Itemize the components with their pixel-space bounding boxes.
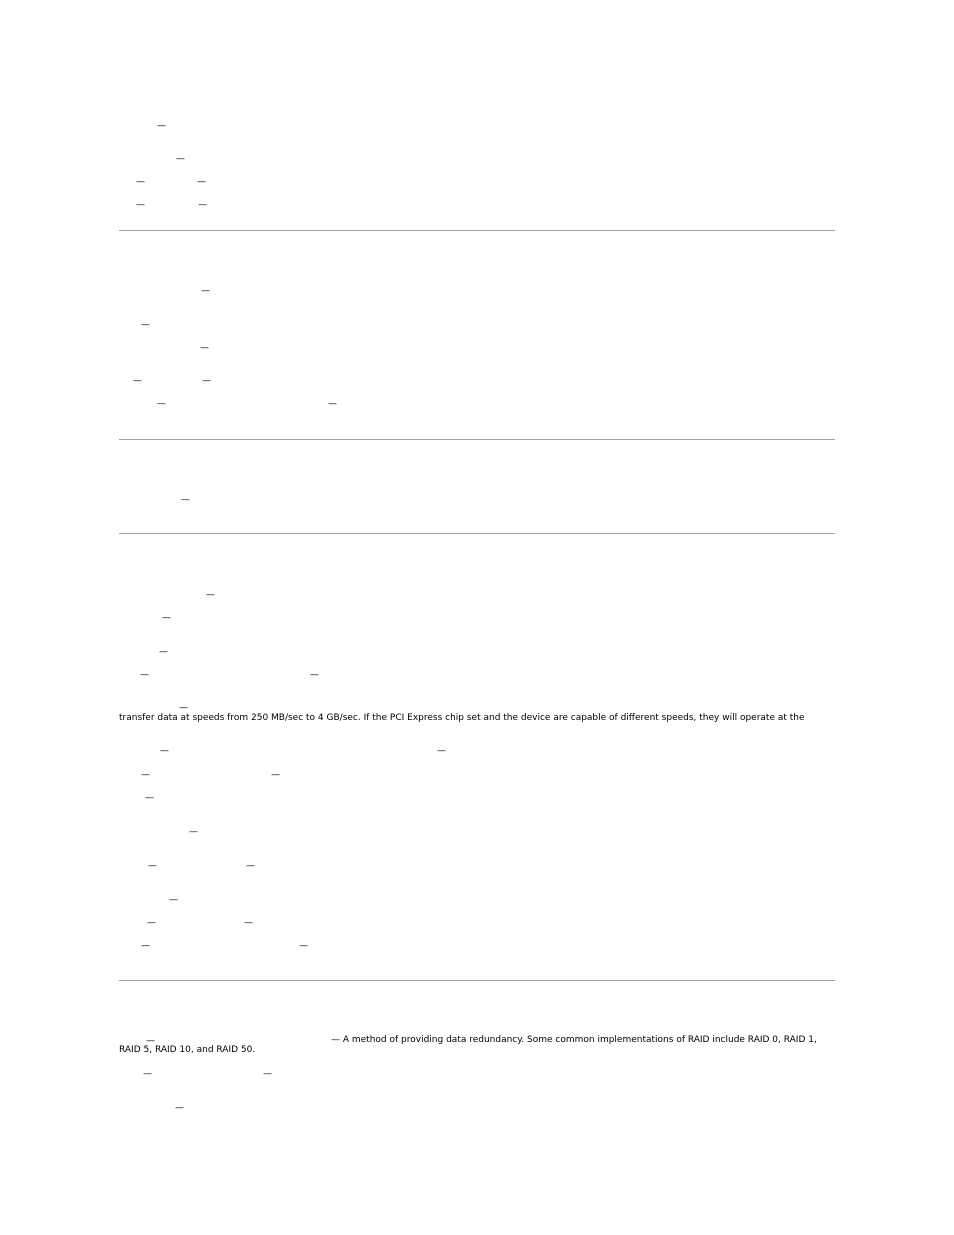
raid-definition-text-continued: RAID 5, RAID 10, and RAID 50. — [119, 1045, 256, 1055]
entry-dash: — — [147, 918, 156, 928]
entry-dash: — — [181, 495, 190, 505]
entry-dash: — — [200, 343, 209, 353]
entry-dash: — — [299, 941, 308, 951]
entry-dash: — — [202, 376, 211, 386]
entry-dash: — — [271, 770, 280, 780]
entry-dash: — — [136, 177, 145, 187]
entry-dash: — — [146, 1036, 155, 1046]
entry-dash: — — [201, 286, 210, 296]
entry-dash: — — [206, 590, 215, 600]
pci-express-text: transfer data at speeds from 250 MB/sec to 4 GB/sec. If the PCI Express chip set and the device are capable of different speeds, they will operate at the — [119, 713, 805, 723]
entry-dash: — — [176, 154, 185, 164]
entry-dash: — — [145, 793, 154, 803]
entry-dash: — — [197, 177, 206, 187]
entry-dash: — — [143, 1069, 152, 1079]
section-divider — [119, 439, 835, 440]
entry-dash: — — [157, 399, 166, 409]
entry-dash: — — [198, 200, 207, 210]
entry-dash: — — [175, 1103, 184, 1113]
section-divider — [119, 230, 835, 231]
raid-definition-text: — A method of providing data redundancy. Some common implementations of RAID include RAID 0, RAID 1, — [331, 1035, 817, 1045]
entry-dash: — — [141, 770, 150, 780]
entry-dash: — — [133, 376, 142, 386]
entry-dash: — — [162, 613, 171, 623]
entry-dash: — — [310, 670, 319, 680]
entry-dash: — — [263, 1069, 272, 1079]
entry-dash: — — [179, 703, 188, 713]
entry-dash: — — [246, 861, 255, 871]
entry-dash: — — [189, 827, 198, 837]
entry-dash: — — [140, 670, 149, 680]
entry-dash: — — [157, 121, 166, 131]
entry-dash: — — [169, 895, 178, 905]
entry-dash: — — [328, 399, 337, 409]
entry-dash: — — [159, 647, 168, 657]
entry-dash: — — [160, 746, 169, 756]
entry-dash: — — [437, 746, 446, 756]
entry-dash: — — [141, 941, 150, 951]
section-divider — [119, 980, 835, 981]
entry-dash: — — [148, 861, 157, 871]
section-divider — [119, 533, 835, 534]
entry-dash: — — [244, 918, 253, 928]
entry-dash: — — [136, 200, 145, 210]
entry-dash: — — [141, 320, 150, 330]
